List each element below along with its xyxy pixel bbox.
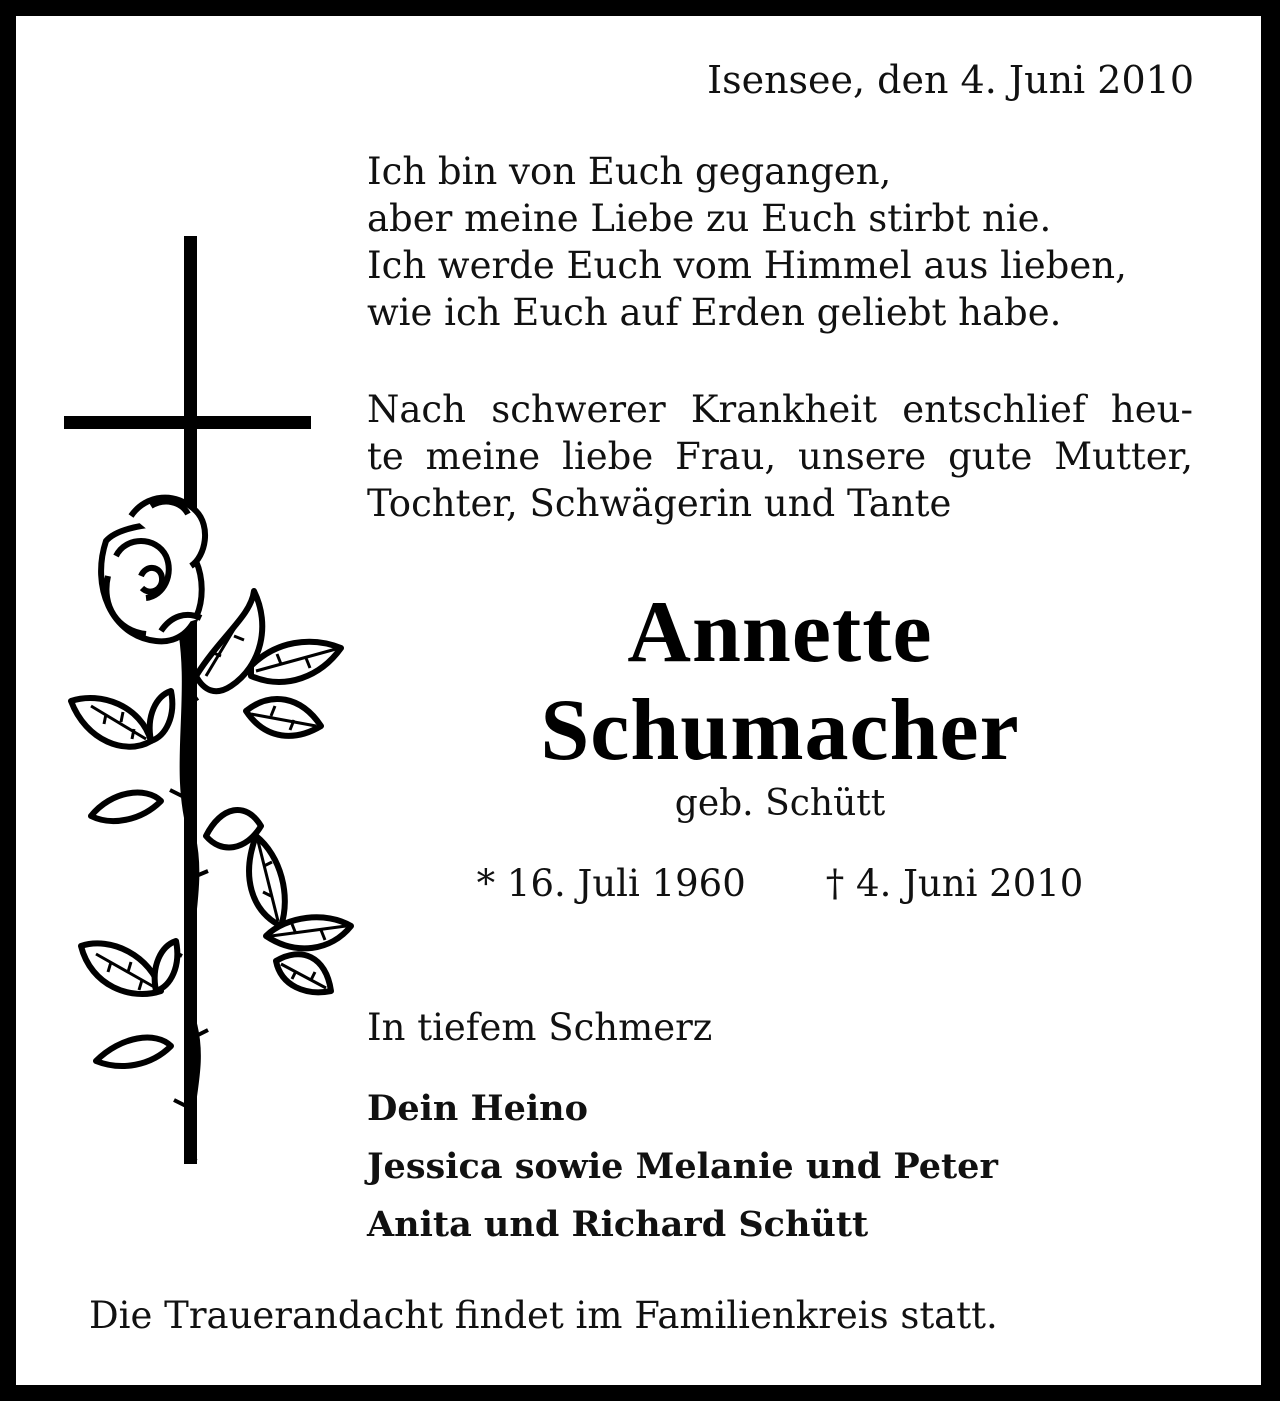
place-date: Isensee, den 4. Juni 2010 bbox=[707, 58, 1194, 102]
poem-line: aber meine Liebe zu Euch stirbt nie. bbox=[367, 197, 1052, 240]
footer-note: Die Trauerandacht findet im Familienkreis statt. bbox=[89, 1294, 998, 1337]
deceased-first-name: Annette bbox=[627, 584, 933, 681]
announcement-line: Tochter, Schwägerin und Tante bbox=[367, 482, 952, 525]
mourners-list bbox=[367, 1080, 998, 1254]
birth-date: * 16. Juli 1960 bbox=[476, 862, 746, 905]
announcement-line: Nach schwerer Krankheit entschlief heu- bbox=[367, 388, 1193, 431]
poem-line: Ich werde Euch vom Himmel aus lieben, bbox=[367, 244, 1127, 287]
deceased-last-name: Schumacher bbox=[540, 682, 1020, 779]
mourner-entry: Anita und Richard Schütt bbox=[367, 1204, 869, 1245]
poem-line: wie ich Euch auf Erden geliebt habe. bbox=[367, 291, 1062, 334]
deceased-name-block bbox=[367, 584, 1193, 826]
death-date: † 4. Juni 2010 bbox=[825, 862, 1084, 905]
death-announcement bbox=[367, 386, 1193, 527]
poem-line: Ich bin von Euch gegangen, bbox=[367, 150, 892, 193]
announcement-line: te meine liebe Frau, unsere gute Mutter, bbox=[367, 435, 1193, 478]
maiden-name: geb. Schütt bbox=[674, 783, 886, 824]
life-dates bbox=[367, 860, 1193, 908]
mourning-phrase: In tiefem Schmerz bbox=[367, 1006, 713, 1049]
cross-with-rose-icon bbox=[46, 236, 356, 1176]
mourner-entry: Dein Heino bbox=[367, 1088, 588, 1129]
mourner-entry: Jessica sowie Melanie und Peter bbox=[367, 1146, 998, 1187]
obituary-card bbox=[16, 16, 1261, 1385]
poem bbox=[367, 148, 1127, 336]
